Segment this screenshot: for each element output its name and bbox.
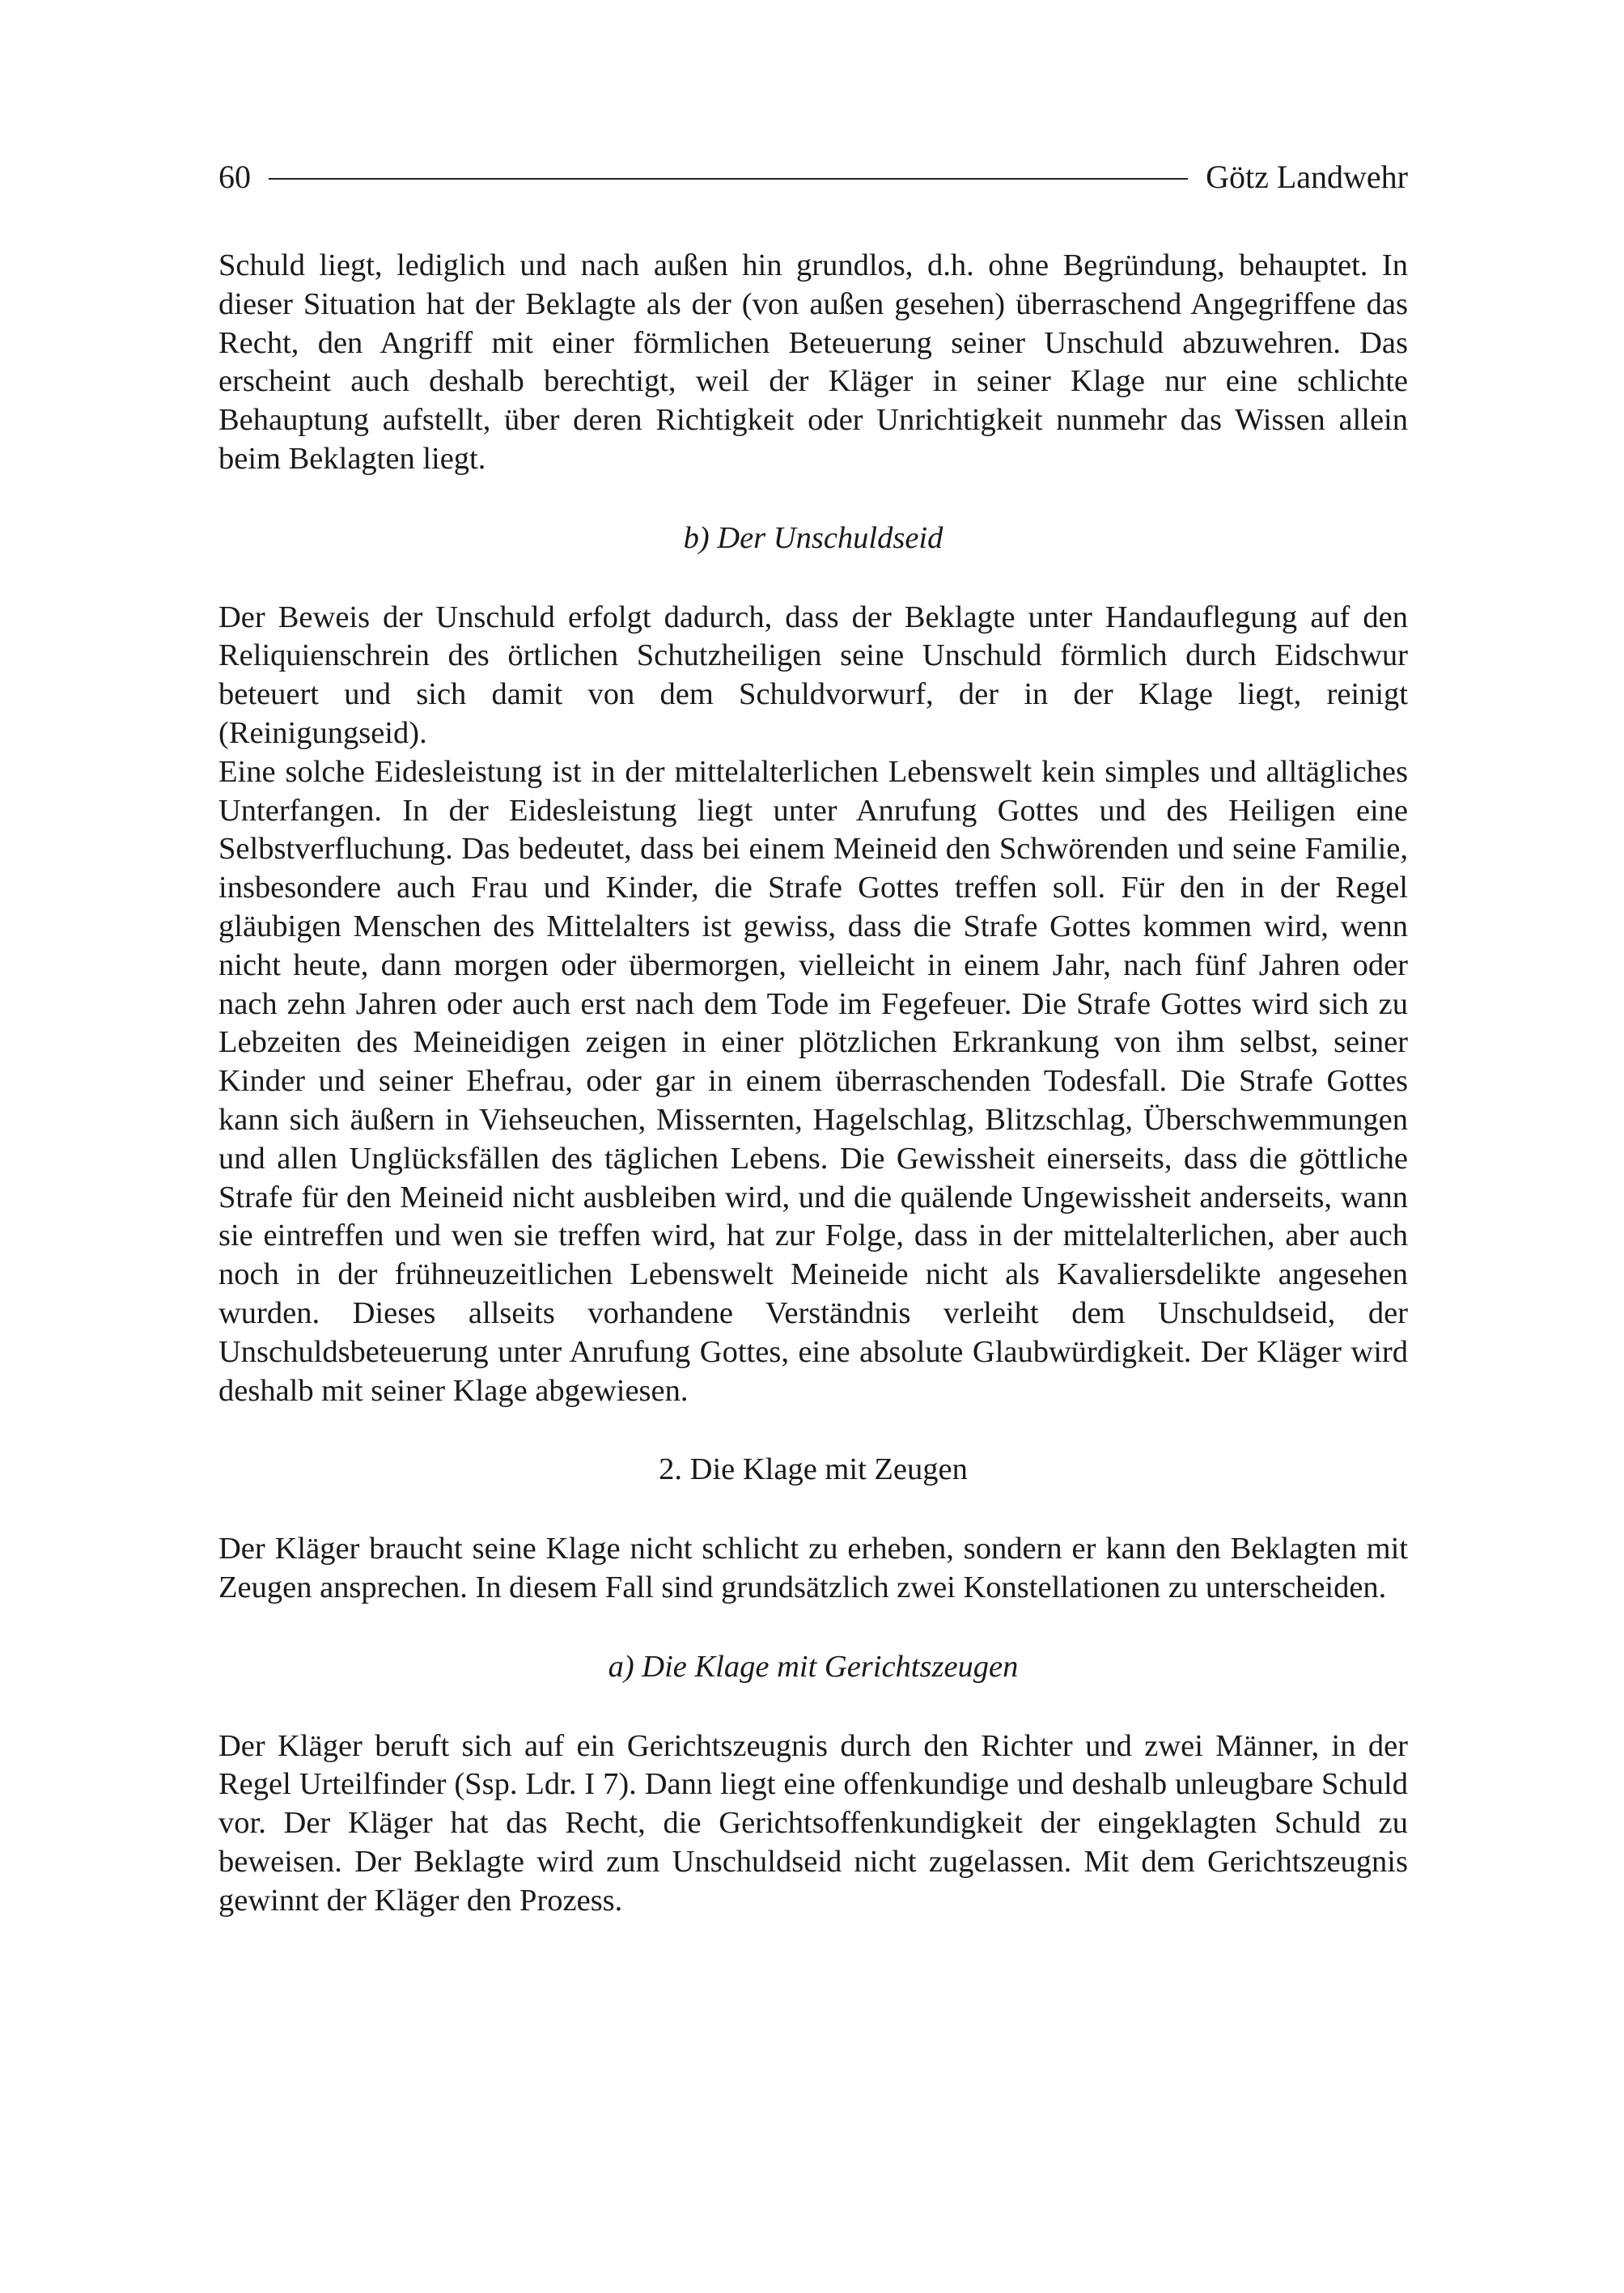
section-heading-klage-mit-zeugen: 2. Die Klage mit Zeugen — [659, 1452, 968, 1487]
paragraph-3: Eine solche Eidesleistung ist in der mittelalterlichen Lebenswelt kein simples und alltägliches Unterfangen. In der Eidesleistung liegt unter Anrufung Gottes und des Heiligen eine Selbstverfluchung. Das bedeutet, dass bei einem Meineid den Schwörenden und seine Familie, insbesondere auch Frau und Kinder, die Strafe Gottes treffen soll. Für den in der Regel gläubigen Menschen des Mittelalters ist gewiss, dass die Strafe Gottes kommen wird, wenn nicht heute, dann morgen oder übermorgen, vielleicht in einem Jahr, nach fünf Jahren oder nach zehn Jahren oder auch erst nach dem Tode im Fegefeuer. Die Strafe Gottes wird sich zu Lebzeiten des Meineidigen zeigen in einer plötzlichen Erkrankung von ihm selbst, seiner Kinder und seiner Ehefrau, oder gar in einem überraschenden Todesfall. Die Strafe Gottes kann sich äußern in Viehseuchen, Missernten, Hagelschlag, Blitzschlag, Überschwemmungen und allen Unglücksfällen des täglichen Lebens. Die Gewissheit einerseits, dass die göttliche Strafe für den Meineid nicht ausbleiben wird, und die quälende Ungewissheit anderseits, wann sie eintreffen und wen sie treffen wird, hat zur Folge, dass in der mittelalterlichen, aber auch noch in der frühneuzeitlichen Lebenswelt Meineide nicht als Kavaliersdelikte angesehen wurden. Dieses allseits vorhandene Verständnis verleiht dem Unschuldseid, der Unschuldsbeteuerung unter Anrufung Gottes, eine absolute Glaubwürdigkeit. Der Kläger wird deshalb mit seiner Klage abgewiesen. — [218, 754, 1408, 1408]
paragraph-4: Der Kläger braucht seine Klage nicht schlicht zu erheben, sondern er kann den Beklagten mit Zeugen ansprechen. In diesem Fall sind grundsätzlich zwei Konstellationen zu unterscheiden. — [218, 1532, 1408, 1604]
page-number: 60 — [218, 159, 251, 195]
running-head — [218, 158, 1408, 197]
header-rule — [269, 178, 1188, 180]
book-page — [218, 158, 1408, 1920]
paragraph-2: Der Beweis der Unschuld erfolgt dadurch, dass der Beklagte unter Handauflegung auf den Reliquienschrein des örtlichen Schutzheiligen seine Unschuld förmlich durch Eidschwur beteuert und sich damit von dem Schuldvorwurf, der in der Klage liegt, reinigt (Reinigungseid). — [218, 600, 1408, 750]
paragraph-5: Der Kläger beruft sich auf ein Gerichtszeugnis durch den Richter und zwei Männer, in der Regel Urteilfinder (Ssp. Ldr. I 7). Dann liegt eine offenkundige und deshalb unleugbare Schuld vor. Der Kläger hat das Recht, die Gerichtsoffenkundigkeit der eingeklagten Schuld zu beweisen. Der Beklagte wird zum Unschuldseid nicht zugelassen. Mit dem Gerichtszeugnis gewinnt der Kläger den Prozess. — [218, 1728, 1408, 1918]
paragraph-1: Schuld liegt, lediglich und nach außen hin grundlos, d.h. ohne Begründung, behauptet. In dieser Situation hat der Beklagte als der (von außen gesehen) überraschend Angegriffene das Recht, den Angriff mit einer förmlichen Beteuerung seiner Unschuld abzuwehren. Das erscheint auch deshalb berechtigt, weil der Kläger in seiner Klage nur eine schlichte Behauptung aufstellt, über deren Richtigkeit oder Unrichtigkeit nunmehr das Wissen allein beim Beklagten liegt. — [218, 248, 1408, 476]
subheading-unschuldseid: b) Der Unschuldseid — [683, 520, 943, 555]
subheading-gerichtszeugen: a) Die Klage mit Gerichtszeugen — [608, 1649, 1019, 1684]
page-body — [218, 247, 1408, 1920]
running-head-author: Götz Landwehr — [1206, 159, 1408, 195]
